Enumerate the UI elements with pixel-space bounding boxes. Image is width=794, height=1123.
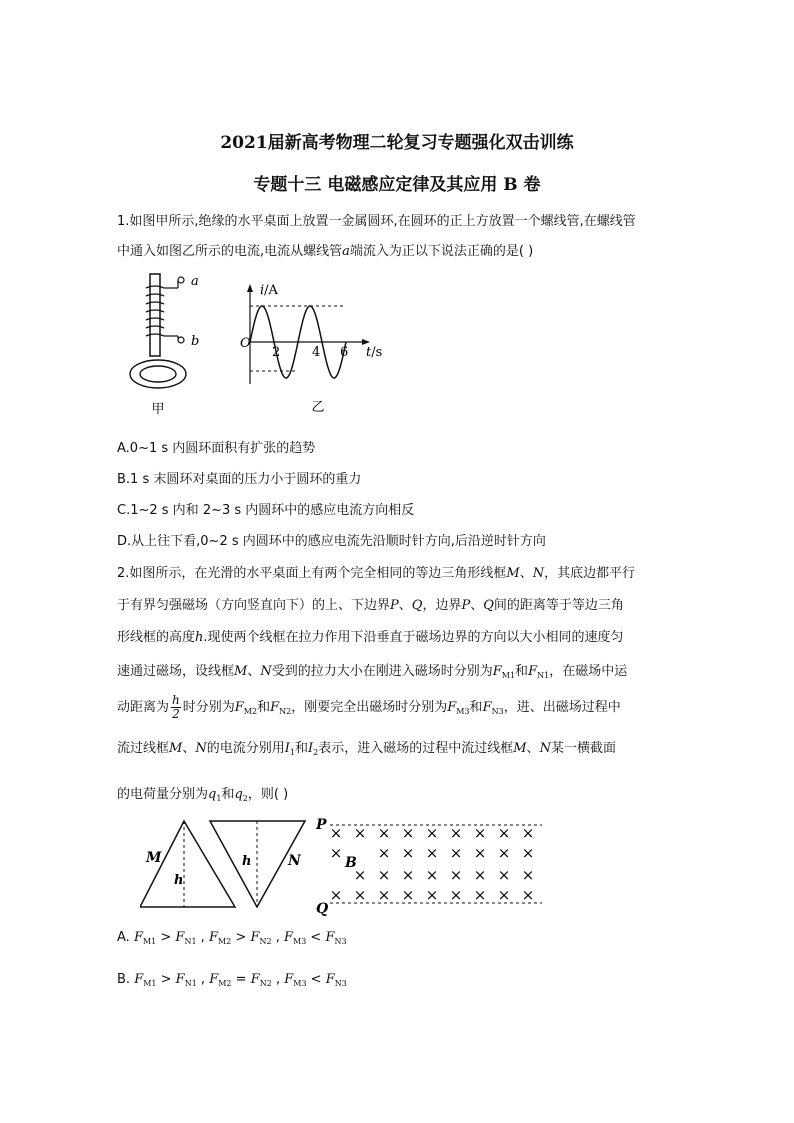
field-cross: × (473, 824, 487, 842)
tick-2: 2 (272, 345, 281, 360)
field-cross: × (353, 886, 367, 904)
label-b: B (345, 855, 357, 871)
magnetic-field-crosses (330, 824, 535, 904)
field-cross: × (377, 844, 391, 862)
q2-text-line6: 流过线框M、N的电流分别用$I_1$和$I_2$表示，进入磁场的过程中流过线框M、N某一横截面 (117, 741, 616, 757)
field-cross: × (497, 866, 511, 884)
field-cross: × (425, 844, 439, 862)
field-cross: × (401, 844, 415, 862)
terminal-b (178, 337, 184, 343)
label-n: N (288, 853, 301, 869)
field-cross: × (521, 886, 535, 904)
fig-yi-caption: 乙 (311, 400, 325, 415)
origin-label: O (240, 336, 251, 351)
solenoid-coils (146, 286, 164, 336)
field-cross: × (521, 844, 535, 862)
q2-option-b[interactable]: B. $F_{M1} > F_{N1}$ , $F_{M2} = F_{N2}$ , $F_{M3} < F_{N3}$ (117, 972, 347, 988)
q2-option-a[interactable]: A. $F_{M1} > F_{N1}$ , $F_{M2} > F_{N2}$ , $F_{M3} < F_{N3}$ (117, 930, 347, 946)
field-cross: × (377, 886, 391, 904)
field-cross: × (521, 866, 535, 884)
field-cross: × (449, 844, 463, 862)
field-cross: × (329, 886, 343, 904)
q2-text-line4: 速通过磁场，设线框M、N受到的拉力大小在刚进入磁场时分别为$F_{M1}$和$F_{N1}$，在磁场中运 (117, 664, 628, 680)
fraction-h-over-2: $\frac{h}{2}$ (172, 693, 180, 721)
q2-figure (140, 815, 560, 920)
field-cross: × (401, 866, 415, 884)
label-m: M (146, 850, 162, 866)
current-graph (236, 278, 396, 418)
field-cross: × (473, 866, 487, 884)
q1-option-a[interactable]: A.0~1 s 内圆环面积有扩张的趋势 (117, 441, 316, 456)
q1-option-b[interactable]: B.1 s 末圆环对桌面的压力小于圆环的重力 (117, 472, 362, 487)
solenoid-figure (128, 272, 200, 418)
fig-jia-caption: 甲 (151, 402, 165, 417)
label-q: Q (316, 901, 329, 917)
field-cross: × (401, 886, 415, 904)
field-cross: × (425, 886, 439, 904)
field-cross: × (473, 886, 487, 904)
label-b: b (191, 334, 200, 349)
label-a: a (191, 274, 199, 289)
metal-ring-outer (130, 360, 186, 388)
field-cross: × (497, 886, 511, 904)
field-cross: × (425, 824, 439, 842)
field-cross: × (497, 824, 511, 842)
field-cross: × (497, 844, 511, 862)
doc-title: 2021届新高考物理二轮复习专题强化双击训练 (220, 133, 574, 153)
tick-4: 4 (312, 345, 321, 360)
field-cross: × (329, 824, 343, 842)
tick-6: 6 (340, 345, 349, 360)
label-p: P (316, 817, 327, 833)
field-cross: × (353, 824, 367, 842)
q1-text-line2: 中通入如图乙所示的电流,电流从螺线管a端流入为正以下说法正确的是( ) (117, 244, 534, 259)
q2-text-line7: 的电荷量分别为$q_1$和$q_2$，则( ) (117, 787, 289, 803)
y-axis-label: i/A (260, 283, 278, 298)
doc-subtitle: 专题十三 电磁感应定律及其应用 B 卷 (253, 175, 541, 195)
x-axis-label: t/s (366, 345, 383, 360)
field-cross: × (449, 886, 463, 904)
q1-text-line1: 1.如图甲所示,绝缘的水平桌面上放置一金属圆环,在圆环的正上方放置一个螺线管,在螺线管 (117, 214, 636, 229)
label-h-m: h (174, 873, 184, 888)
q1-option-c[interactable]: C.1~2 s 内和 2~3 s 内圆环中的感应电流方向相反 (117, 503, 415, 518)
q2-text-line1: 2.如图所示，在光滑的水平桌面上有两个完全相同的等边三角形线框M、N，其底边都平行 (117, 566, 636, 581)
field-cross: × (353, 866, 367, 884)
label-h-n: h (242, 854, 252, 869)
field-cross: × (401, 824, 415, 842)
field-cross: × (329, 844, 343, 862)
field-cross: × (521, 824, 535, 842)
field-cross: × (377, 866, 391, 884)
q2-text-line5: 动距离为 $\frac{h}{2}$ 时分别为$F_{M2}$和$F_{N2}$，刚要完全出磁场时分别为$F_{M3}$和$F_{N3}$，进、出磁场过程中 (117, 693, 621, 721)
field-cross: × (473, 844, 487, 862)
field-cross: × (377, 824, 391, 842)
metal-ring-inner (140, 366, 176, 382)
field-cross: × (449, 824, 463, 842)
q2-text-line3: 形线框的高度h.现使两个线框在拉力作用下沿垂直于磁场边界的方向以大小相同的速度匀 (117, 630, 624, 645)
q2-text-line2: 于有界匀强磁场（方向竖直向下）的上、下边界P、Q，边界P、Q间的距离等于等边三角 (117, 598, 624, 613)
q1-option-d[interactable]: D.从上往下看,0~2 s 内圆环中的感应电流先沿顺时针方向,后沿逆时针方向 (117, 534, 546, 549)
terminal-a (178, 277, 184, 283)
field-cross: × (425, 866, 439, 884)
field-cross: × (449, 866, 463, 884)
